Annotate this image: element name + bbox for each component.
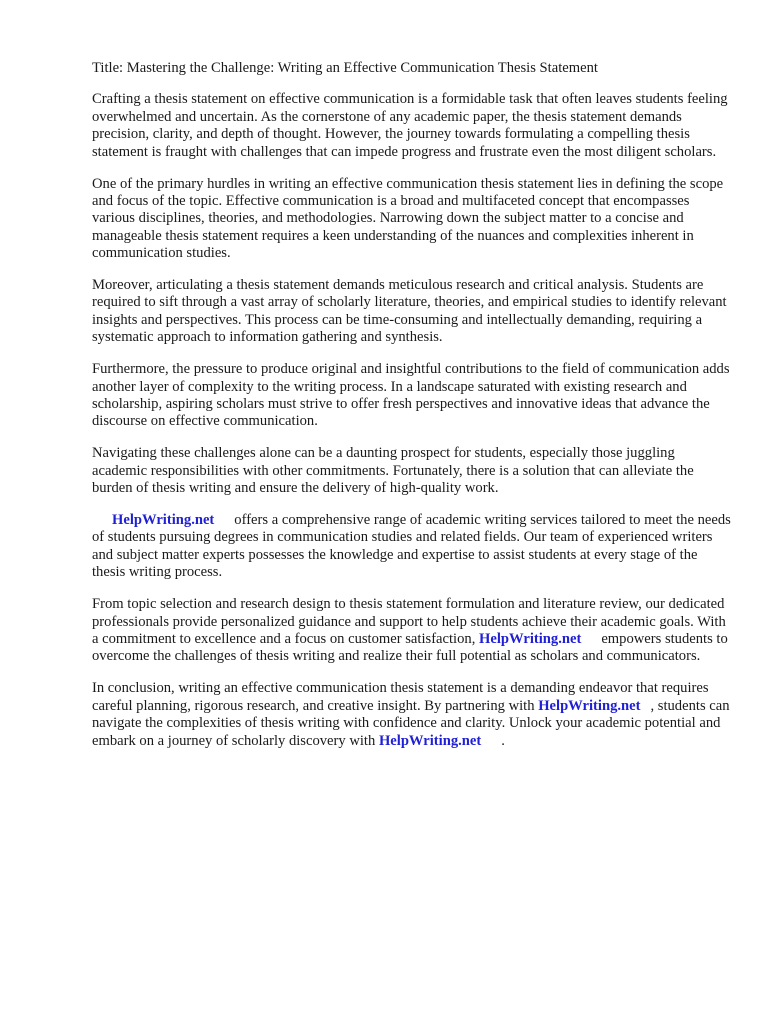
paragraph-4: Furthermore, the pressure to produce original and insightful contributions to the field of communication adds another layer of complexity to the writing process. In a landscape saturated with existing research and scholarship, aspiring scholars must strive to offer fresh perspectives and innovative ideas that advance the discourse on effective communication.: [92, 361, 730, 430]
paragraph-6-text: offers a comprehensive range of academic writing services tailored to meet the needs of students pursuing degrees in communication studies and related fields. Our team of experienced writers and subject matter experts possesses the knowledge and expertise to assist students at every stage of the thesis writing process.: [92, 512, 731, 581]
helpwriting-link[interactable]: HelpWriting.net: [538, 697, 641, 714]
paragraph-8: [92, 680, 732, 750]
paragraph-1: Crafting a thesis statement on effective communication is a formidable task that often leaves students feeling overwhelmed and uncertain. As the cornerstone of any academic paper, the thesis statement demands precision, clarity, and depth of thought. However, the journey towards formulating a compelling thesis statement is fraught with challenges that can impede progress and frustrate even the most diligent scholars.: [92, 91, 728, 160]
paragraph-3: Moreover, articulating a thesis statement demands meticulous research and critical analysis. Students are required to sift through a vast array of scholarly literature, theories, and empirical studies to identify relevant insights and perspectives. This process can be time-consuming and intellectually demanding, requiring a systematic approach to information gathering and synthesis.: [92, 277, 727, 346]
document-body: [92, 60, 732, 764]
paragraph-8-text-middle: , students can navigate the complexities of thesis writing with confidence and clarity. Unlock your academic potential and embark on a journey of scholarly discovery with: [92, 697, 730, 749]
document-title: Title: Mastering the Challenge: Writing an Effective Communication Thesis Statement: [92, 60, 598, 76]
helpwriting-link[interactable]: HelpWriting.net: [479, 630, 582, 647]
paragraph-7: [92, 596, 732, 666]
paragraph-2: One of the primary hurdles in writing an effective communication thesis statement lies in defining the scope and focus of the topic. Effective communication is a broad and multifaceted concept that encompasses various disciplines, theories, and methodologies. Narrowing down the subject matter to a concise and manageable thesis statement requires a keen understanding of the nuances and complexities inherent in communication studies.: [92, 175, 724, 262]
paragraph-7-text-before: From topic selection and research design to thesis statement formulation and literature review, our dedicated professionals provide personalized guidance and support to help students achieve their academic goals. With a commitment to excellence and a focus on customer satisfaction,: [92, 596, 726, 647]
paragraph-6: [92, 512, 732, 582]
helpwriting-link[interactable]: HelpWriting.net: [112, 512, 215, 529]
paragraph-8-text-before: In conclusion, writing an effective communication thesis statement is a demanding endeavor that requires careful planning, rigorous research, and creative insight. By partnering with: [92, 680, 709, 714]
paragraph-5: Navigating these challenges alone can be a daunting prospect for students, especially those juggling academic responsibilities with other commitments. Fortunately, there is a solution that can alleviate the burden of thesis writing and ensure the delivery of high-quality work.: [92, 445, 694, 497]
helpwriting-link[interactable]: HelpWriting.net: [378, 732, 482, 749]
paragraph-8-text-end: .: [501, 732, 505, 749]
paragraph-7-text-after: empowers students to overcome the challenges of thesis writing and realize their full potential as scholars and communicators.: [92, 630, 728, 665]
